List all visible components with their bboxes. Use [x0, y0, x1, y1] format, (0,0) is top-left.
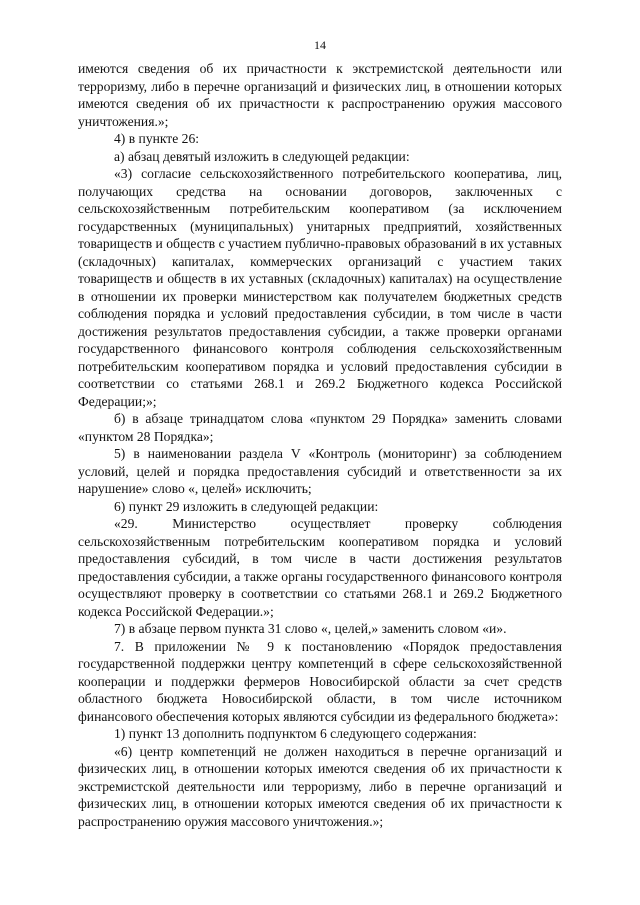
paragraph-continuation: имеются сведения об их причастности к экстремистской деятельности или терроризму, либо в перечне организаций и физических лиц, в отношении которых имеются сведения об их причастности к распространению оружия массового уничтожения.»; — [78, 61, 562, 129]
paragraph-quote-subitem-6: «6) центр компетенций не должен находиться в перечне организаций и физических лиц, в отношении которых имеются сведения об их причастности к экстремистской деятельности или терроризму, либо в перечне организаций и физических лиц, в отношении которых имеются сведения об их причастности к распространению оружия массового уничтожения.»; — [78, 743, 562, 829]
paragraph-item-1: 1) пункт 13 дополнить подпунктом 6 следующего содержания: — [114, 726, 477, 741]
paragraph-subitem-b: б) в абзаце тринадцатом слова «пунктом 29 Порядка» заменить словами «пунктом 28 Порядка»; — [78, 411, 562, 444]
paragraph-section-7: 7. В приложении № 9 к постановлению «Порядок предоставления государственной поддержки центру компетенций в сфере сельскохозяйственной кооперации и поддержки фермеров Новосибирской области за счет средств областного бюджета Новосибирской области, в том числе источником финансового обеспечения которых являются субсидии из федерального бюджета»: — [78, 638, 562, 724]
paragraph-item-7: 7) в абзаце первом пункта 31 слово «, целей,» заменить словом «и». — [114, 621, 507, 636]
paragraph-item-6: 6) пункт 29 изложить в следующей редакции: — [114, 498, 379, 514]
paragraph-quote-item-3: «3) согласие сельскохозяйственного потребительского кооператива, лиц, получающих средства на основании договоров, заключенных с сельскохозяйственным потребительским кооперативом (за исключением государственных (муниципальных) унитарных предприятий, хозяйственных товариществ и обществ с участием публично-правовых образований в их уставных (складочных) капиталах, коммерческих организаций с участием таких товариществ и обществ в их уставных (складочных) капиталах) на осуществление в отношении их проверки министерством как получателем бюджетных средств соблюдения порядка и условий предоставления субсидии, в том числе в части достижения результатов предоставления субсидии, а также проверки органами государственного финансового контроля соблюдения сельскохозяйственным потребительским кооперативом порядка и условий предоставления субсидии в соответствии со статьями 268.1 и 269.2 Бюджетного кодекса Российской Федерации;»; — [78, 166, 562, 409]
page-number: 14 — [314, 38, 326, 52]
paragraph-quote-point-29: «29. Министерство осуществляет проверку соблюдения сельскохозяйственным потребительским кооперативом порядка и условий предоставления субсидий, в том числе в части достижения результатов предоставления субсидии, а также органы государственного финансового контроля осуществляют проверку в соответствии со статьями 268.1 и 269.2 Бюджетного кодекса Российской Федерации.»; — [78, 516, 562, 619]
paragraph-item-4: 4) в пункте 26: — [114, 131, 200, 146]
paragraph-subitem-a: а) абзац девятый изложить в следующей редакции: — [114, 148, 410, 164]
paragraph-item-5: 5) в наименовании раздела V «Контроль (мониторинг) за соблюдением условий, целей и порядка предоставления субсидий и ответственности за их нарушение» слово «, целей» исключить; — [78, 446, 562, 496]
document-body — [78, 60, 562, 830]
